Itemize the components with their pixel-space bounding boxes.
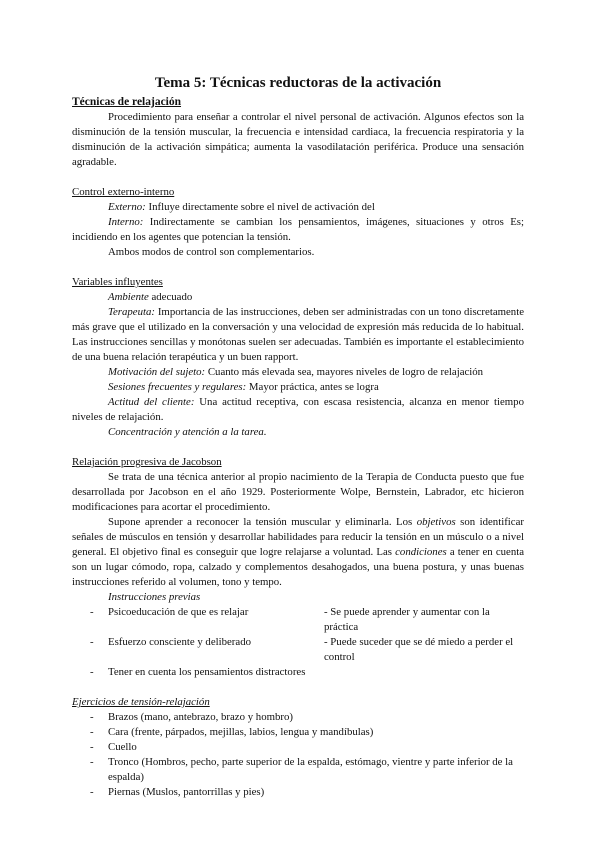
jacobson-paragraph-2: [72, 515, 524, 590]
list-item: - Brazos (mano, antebrazo, brazo y hombro): [72, 710, 524, 725]
sesiones-text: Mayor práctica, antes se logra: [246, 381, 379, 393]
terapeuta-text: Importancia de las instrucciones, deben ser administradas con un tono discretamente más grave que el utilizado en la conversación y una velocidad de expresión más reducida de lo habitual. Las instrucciones sencillas y monótonas suelen ser adecuadas. También es importante el establecimiento de una buena relación terapéutica y un buen rapport.: [72, 306, 524, 363]
ambiente-label: Ambiente: [108, 291, 149, 303]
terapeuta-label: Terapeuta:: [108, 306, 155, 318]
p2-part-c: a tener en cuenta son un lugar cómodo, ropa, calzado y complementos desahogados, una buena postura, y unas buenas instrucciones referido al volumen, tono y tempo.: [72, 546, 525, 588]
section-heading-relajacion: Técnicas de relajación: [72, 96, 182, 108]
ejercicios-list: [72, 710, 524, 800]
sesiones-label: Sesiones frecuentes y regulares:: [108, 381, 247, 393]
instr-left-0: - Psicoeducación de que es relajar: [108, 606, 249, 618]
jacobson-paragraph-1: Se trata de una técnica anterior al propio nacimiento de la Terapia de Conducta puesto que fue desarrollada por Jacobson en el año 1929. Posteriormente Wolpe, Bernstein, Labrador, etc hicieron modificaciones para acortar el procedimiento.: [72, 471, 524, 513]
motivacion-text: Cuanto más elevada sea, mayores niveles de logro de relajación: [205, 366, 484, 378]
p2-part-b: son identificar señales de músculos en tensión y desarrollar habilidades para reducir la tensión en un músculo o a nivel general. El objetivo final es conseguir que logre relajarse a voluntad. Las: [72, 516, 524, 558]
ambiente-line: [72, 290, 524, 305]
ambiente-text: adecuado: [148, 291, 193, 303]
section-heading-jacobson: Relajación progresiva de Jacobson: [72, 456, 222, 468]
instrucciones-list: [72, 605, 524, 680]
document-page: [72, 74, 524, 800]
motivacion-line: [72, 365, 524, 380]
section-heading-ejercicios: Ejercicios de tensión-relajación: [72, 696, 210, 708]
section-heading-variables: Variables influyentes: [72, 276, 163, 288]
actitud-text: Una actitud receptiva, con escasa resistencia, alcanza en menor tiempo niveles de relajación.: [72, 396, 524, 423]
actitud-label: Actitud del cliente:: [108, 396, 195, 408]
concentracion-line: [72, 425, 524, 440]
objetivos-word: objetivos: [416, 516, 456, 528]
section-heading-control: Control externo-interno: [72, 186, 175, 198]
instr-right-0: - Se puede aprender y aumentar con la práctica: [324, 606, 490, 633]
list-item: - Cuello: [72, 740, 524, 755]
externo-line: [72, 200, 524, 215]
page-title: Tema 5: Técnicas reductoras de la activación: [154, 75, 442, 91]
externo-label: Externo:: [108, 201, 146, 213]
list-item: - Cara (frente, párpados, mejillas, labios, lengua y mandíbulas): [72, 725, 524, 740]
list-item: - Tener en cuenta los pensamientos distractores: [72, 665, 524, 680]
instrucciones-heading: Instrucciones previas: [108, 591, 201, 603]
instr-right-1: - Puede suceder que se dé miedo a perder el control: [324, 636, 514, 663]
list-item: - Tronco (Hombros, pecho, parte superior de la espalda, estómago, vientre y parte inferior de la espalda): [72, 755, 524, 785]
concentracion-text: Concentración y atención a la tarea.: [108, 426, 267, 438]
sesiones-line: [72, 380, 524, 395]
ambos-line: Ambos modos de control son complementarios.: [108, 246, 315, 258]
list-item: [72, 605, 524, 635]
condiciones-word: condiciones: [395, 546, 447, 558]
interno-paragraph: [72, 215, 524, 245]
interno-label: Interno:: [108, 216, 144, 228]
motivacion-label: Motivación del sujeto:: [108, 366, 206, 378]
interno-text: Indirectamente se cambian los pensamientos, imágenes, situaciones y otros Es; incidiendo en los agentes que potencian la tensión.: [72, 216, 524, 243]
externo-text: Influye directamente sobre el nivel de activación del: [145, 201, 375, 213]
actitud-paragraph: [72, 395, 524, 425]
list-item: - Piernas (Muslos, pantorrillas y pies): [72, 785, 524, 800]
intro-paragraph: Procedimiento para enseñar a controlar el nivel personal de activación. Algunos efectos son la disminución de la tensión muscular, la frecuencia e intensidad cardiaca, la frecuencia respiratoria y la disminución de la activación simpática; aumenta la vasodilatación periférica. Produce una sensación agradable.: [72, 111, 524, 168]
instr-left-1: - Esfuerzo consciente y deliberado: [108, 636, 251, 648]
list-item: [72, 635, 524, 665]
terapeuta-paragraph: [72, 305, 524, 365]
p2-part-a: Supone aprender a reconocer la tensión muscular y eliminarla. Los: [108, 516, 417, 528]
